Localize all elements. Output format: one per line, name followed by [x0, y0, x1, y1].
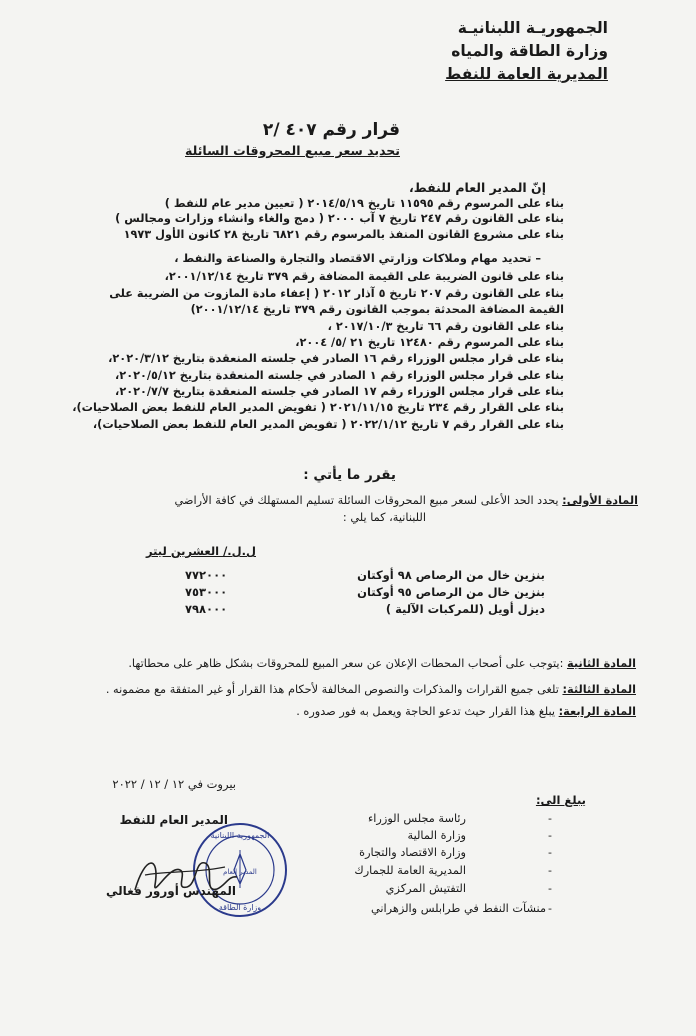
cc-title: يبلغ الى:	[535, 793, 586, 807]
intro-line: إنّ المدير العام للنفط،	[409, 180, 546, 195]
price-unit-label: ل.ل./ العشرين ليتر	[145, 544, 256, 558]
cc-dash: -	[548, 812, 552, 825]
fuel-row	[185, 585, 545, 603]
basis-line: بناء على القرار رقم ٢٣٤ تاريخ ٢٠٢١/١١/١٥ ( تفويض المدير العام للنفط بعض الصلاحيات)،	[72, 401, 564, 414]
stamp-text-top: الجمهورية اللبنانية	[210, 831, 270, 840]
decision-subtitle: تحديد سعر مبيع المحروقات السائلة	[185, 143, 400, 158]
basis-line: بناء على المرسوم رقم ١٢٤٨٠ تاريخ ٢١ /٥/ ٢٠٠٤،	[295, 336, 564, 349]
basis-line: بناء على قرار مجلس الوزراء رقم ١٧ الصادر في جلسته المنعقدة بتاريخ ٢٠٢٠/٧/٧،	[115, 385, 564, 398]
article-3	[106, 683, 636, 696]
cc-dash: -	[548, 846, 552, 859]
article-2-label: المادة الثانية	[566, 657, 636, 670]
cc-item: المديرية العامة للجمارك	[354, 864, 466, 877]
fuel-price: ٧٥٣٠٠٠	[185, 585, 228, 599]
decides-heading: يقرر ما يأتي :	[303, 467, 396, 483]
article-1	[174, 494, 638, 507]
cc-dash: -	[548, 864, 552, 877]
fuel-row	[185, 568, 545, 586]
basis-line: بناء على القرار رقم ٧ تاريخ ٢٠٢٢/١/١٢ ( تفويض المدير العام للنفط بعض الصلاحيات)،	[92, 418, 564, 431]
article-1-text: يحدد الحد الأعلى لسعر مبيع المحروقات السائلة تسليم المستهلك في كافة الأراضي	[174, 494, 559, 507]
basis-line: بناء على مشروع القانون المنفذ بالمرسوم رقم ٦٨٢١ تاريخ ٢٨ كانون الأول ١٩٧٣	[123, 228, 564, 241]
cc-item: وزارة المالية	[407, 829, 466, 842]
place-date: بيروت في ١٢ / ١٢ / ٢٠٢٢	[112, 777, 236, 791]
fuel-name: بنزين خال من الرصاص ٩٥ أوكتان	[357, 585, 545, 599]
cc-item: رئاسة مجلس الوزراء	[367, 812, 466, 825]
fuel-price: ٧٧٢٠٠٠	[185, 568, 228, 582]
basis-line: القيمة المضافة المحدثة بموجب القانون رقم ٣٧٩ تاريخ ٢٠٠١/١٢/١٤)	[190, 303, 564, 316]
basis-line: بناء على القانون رقم ٢٤٧ تاريخ ٧ آب ٢٠٠٠ ( دمج والغاء وانشاء وزارات ومجالس )	[115, 212, 564, 225]
basis-line: بناء على المرسوم رقم ١١٥٩٥ تاريخ ٢٠١٤/٥/١٩ ( تعيين مدير عام للنفط )	[164, 197, 564, 210]
stamp-text-mid: المدير العام	[223, 868, 257, 876]
signatory-name: المهندس أورور فغالي	[106, 884, 236, 898]
fuel-row	[185, 602, 545, 620]
basis-line: بناء على قرار مجلس الوزراء رقم ١٦ الصادر في جلسته المنعقدة بتاريخ ٢٠٢٠/٣/١٢،	[108, 352, 564, 365]
stamp-text-bottom: وزارة الطاقة	[218, 903, 262, 912]
article-1-cont: اللبنانية، كما يلي :	[342, 511, 426, 524]
cc-item: منشآت النفط في طرابلس والزهراني	[370, 902, 546, 915]
basis-line: بناء على القانون رقم ٦٦ تاريخ ٢٠١٧/١٠/٣ ،	[327, 320, 564, 333]
fuel-name: بنزين خال من الرصاص ٩٨ أوكتان	[357, 568, 545, 582]
article-3-text: تلغى جميع القرارات والمذكرات والنصوص المخالفة لأحكام هذا القرار أو غير المتفقة مع مضمونه .	[105, 683, 559, 696]
fuel-name: ديزل أويل (للمركبات الآلية )	[385, 602, 545, 616]
fuel-price: ٧٩٨٠٠٠	[185, 602, 228, 616]
article-2-text: :يتوجب على أصحاب المحطات الإعلان عن سعر المبيع للمحروقات بشكل ظاهر على محطاتها.	[128, 657, 564, 670]
article-4-text: يبلغ هذا القرار حيث تدعو الحاجة ويعمل به فور صدوره .	[296, 705, 556, 718]
article-2	[128, 657, 636, 670]
header-ministry: وزارة الطاقة والمياه	[451, 42, 608, 60]
basis-line: – تحديد مهام وملاكات وزارتي الاقتصاد والتجارة والصناعة والنفط ،	[174, 252, 541, 265]
header-republic: الجمهوريـة اللبنانيـة	[457, 19, 608, 37]
cc-dash: -	[548, 882, 552, 895]
decision-title: قرار رقم ٤٠٧ /٢	[262, 120, 400, 140]
article-3-label: المادة الثالثة:	[562, 683, 636, 696]
basis-line: بناء على قانون الضريبة على القيمة المضافة رقم ٣٧٩ تاريخ ٢٠٠١/١٢/١٤،	[164, 270, 564, 283]
cc-item: وزارة الاقتصاد والتجارة	[359, 846, 466, 859]
article-4-label: المادة الرابعة:	[558, 705, 636, 718]
cc-dash: -	[548, 829, 552, 842]
article-4	[296, 705, 636, 718]
cc-item: التفتيش المركزي	[385, 882, 466, 895]
signatory-title: المدير العام للنفط	[119, 813, 228, 827]
basis-line: بناء على قرار مجلس الوزراء رقم ١ الصادر في جلسته المنعقدة بتاريخ ٢٠٢٠/٥/١٢،	[115, 369, 564, 382]
basis-line: بناء على القانون رقم ٢٠٧ تاريخ ٥ آذار ٢٠١٢ ( إعفاء مادة المازوت من الضريبة على	[109, 287, 564, 300]
header-directorate: المديرية العامة للنفط	[445, 65, 608, 83]
article-1-label: المادة الأولى:	[562, 494, 638, 507]
cc-dash: -	[548, 902, 552, 915]
